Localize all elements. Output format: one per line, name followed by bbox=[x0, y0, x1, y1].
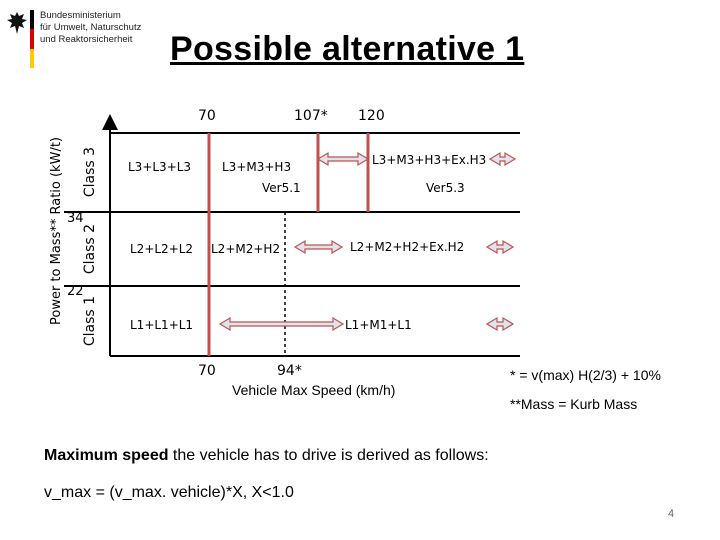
bottom-tick-70: 70 bbox=[198, 363, 216, 379]
version-5-3-label: Ver5.3 bbox=[426, 181, 465, 195]
y-tick-22: 22 bbox=[67, 284, 84, 299]
range-arrow-class1-right bbox=[487, 318, 513, 330]
y-axis-label: Power to Mass** Ratio (kW/t) bbox=[49, 137, 64, 325]
class1-left-label: L1+L1+L1 bbox=[130, 318, 194, 332]
top-tick-107: 107* bbox=[294, 108, 328, 124]
class3-right-label: L3+M3+H3+Ex.H3 bbox=[372, 153, 487, 167]
range-arrow-class3-right bbox=[490, 153, 515, 165]
class2-right-label: L2+M2+H2+Ex.H2 bbox=[350, 240, 465, 254]
version-5-1-label: Ver5.1 bbox=[262, 181, 301, 195]
bottom-tick-94: 94* bbox=[277, 363, 302, 379]
class3-mid-label: L3+M3+H3 bbox=[222, 160, 292, 174]
speed-derivation-bold: Maximum speed bbox=[44, 447, 169, 464]
speed-derivation-text bbox=[44, 447, 489, 465]
ministry-line-1: Bundesministerium bbox=[40, 10, 121, 21]
range-arrow-class1-left bbox=[220, 318, 343, 330]
range-arrow-class2-right bbox=[487, 241, 513, 253]
speed-formula: v_max = (v_max. vehicle)*X, X<1.0 bbox=[44, 484, 294, 501]
range-arrow-class2-left bbox=[295, 241, 342, 253]
class2-left-label: L2+L2+L2 bbox=[130, 242, 194, 256]
y-tick-34: 34 bbox=[67, 211, 84, 226]
class-2-label: Class 2 bbox=[82, 223, 98, 275]
class-1-label: Class 1 bbox=[82, 295, 98, 347]
ministry-line-2: für Umwelt, Naturschutz bbox=[40, 22, 142, 33]
top-tick-70: 70 bbox=[198, 108, 216, 124]
x-axis-label: Vehicle Max Speed (km/h) bbox=[232, 382, 396, 398]
speed-derivation-rest: the vehicle has to drive is derived as follows: bbox=[168, 447, 489, 464]
class-3-label: Class 3 bbox=[82, 146, 98, 198]
ministry-line-3: und Reaktorsicherheit bbox=[40, 34, 133, 45]
class2-mid-label: L2+M2+H2 bbox=[211, 242, 281, 256]
page-title: Possible alternative 1 bbox=[170, 30, 525, 68]
page-number: 4 bbox=[668, 508, 675, 520]
footnote-speed: * = v(max) H(2/3) + 10% bbox=[510, 367, 661, 383]
class3-left-label: L3+L3+L3 bbox=[128, 160, 192, 174]
range-arrow-class3-left bbox=[318, 153, 368, 165]
class1-right-label: L1+M1+L1 bbox=[345, 318, 412, 332]
footnote-mass: **Mass = Kurb Mass bbox=[510, 396, 638, 412]
top-tick-120: 120 bbox=[358, 108, 385, 124]
